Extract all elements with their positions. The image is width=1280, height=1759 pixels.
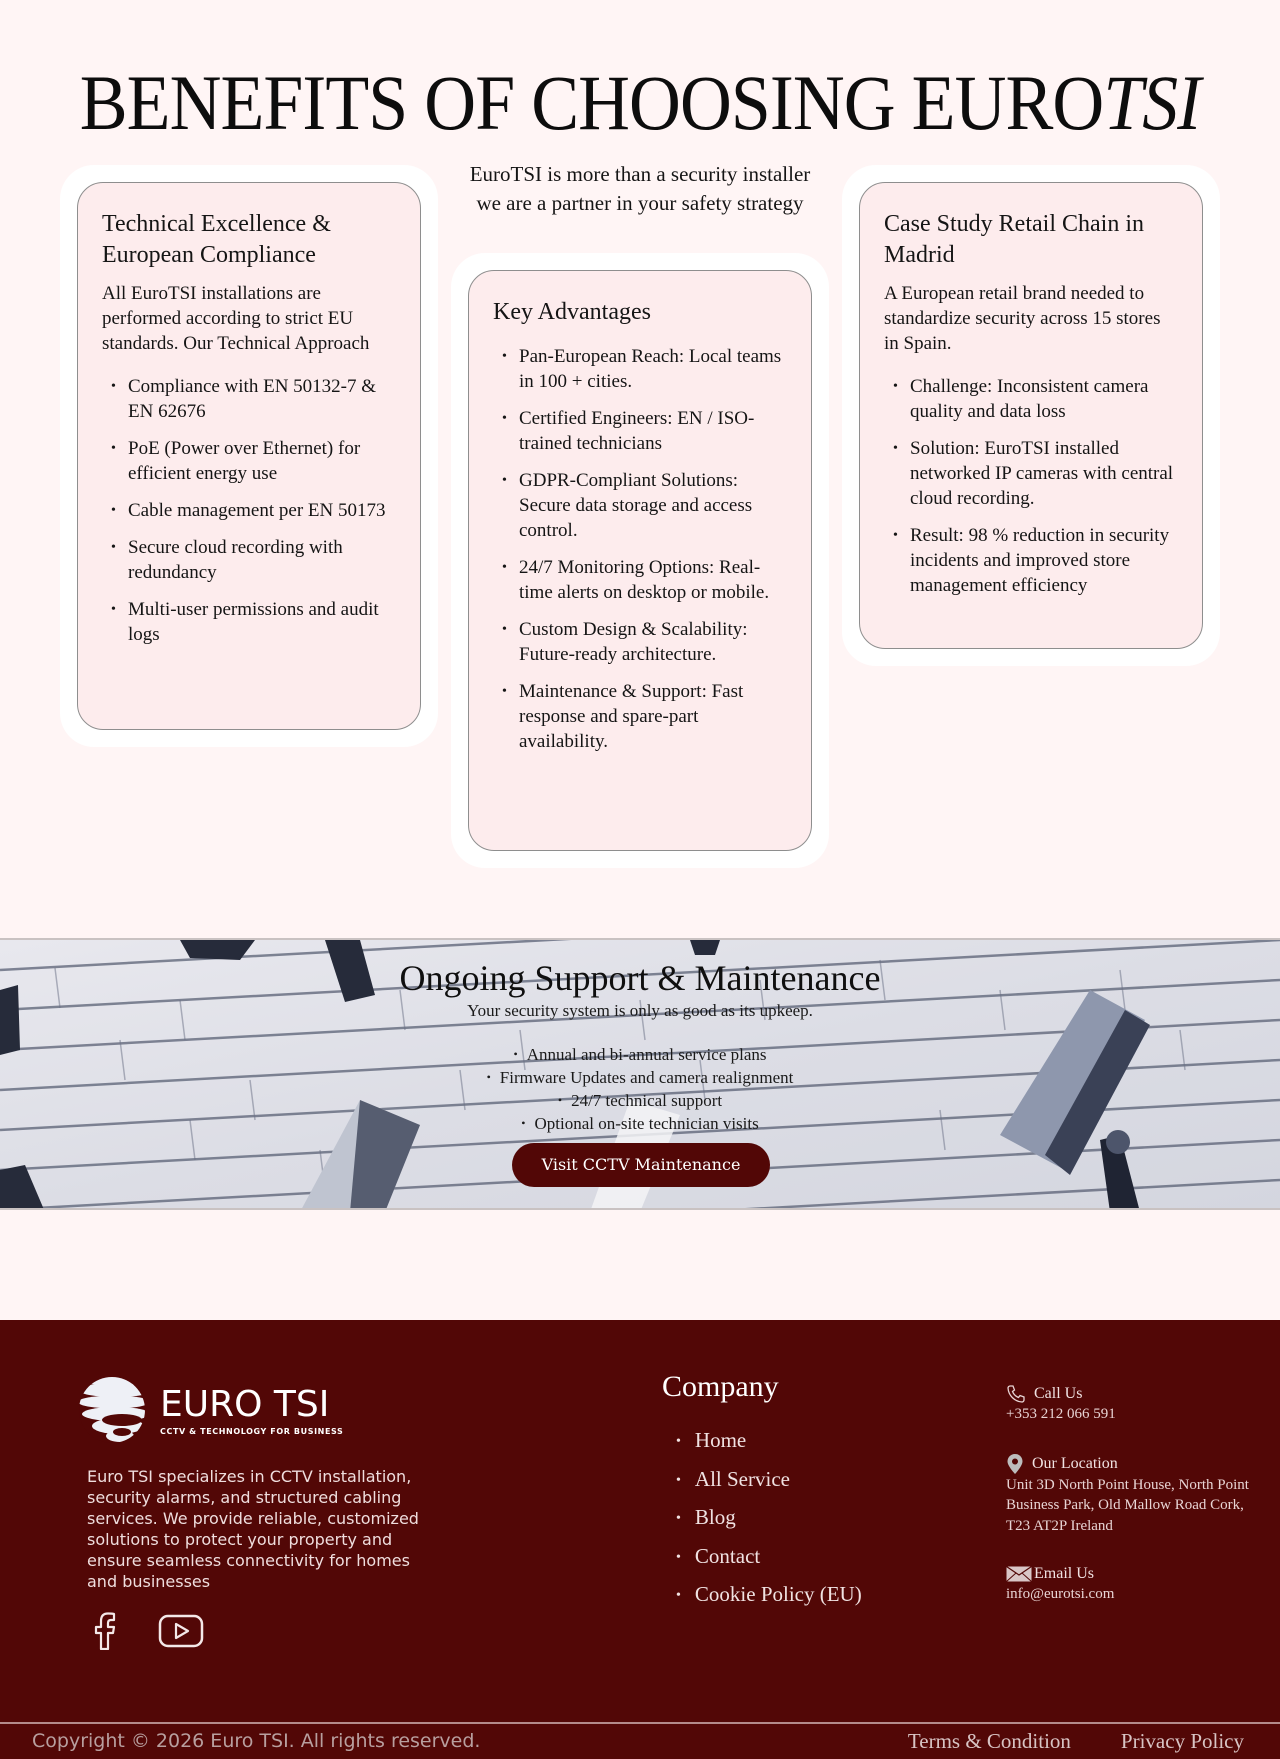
banner-list: [0, 1043, 1280, 1135]
list-item: • Secure cloud recording with redundancy: [102, 535, 396, 585]
case-study-card: [859, 182, 1203, 649]
list-item: • Firmware Updates and camera realignment: [0, 1066, 1280, 1089]
advantages-card-wrapper: [451, 253, 829, 868]
card-title: Key Advantages: [493, 299, 651, 325]
logo-tagline: CCTV & TECHNOLOGY FOR BUSINESS: [160, 1426, 344, 1436]
list-item: • Annual and bi-annual service plans: [0, 1043, 1280, 1066]
page-title: [51, 58, 1229, 148]
list-item: • Multi-user permissions and audit logs: [102, 597, 396, 647]
case-study-card-wrapper: [842, 165, 1220, 666]
call-us-label: [1006, 1384, 1256, 1404]
globe-logo-icon: [78, 1376, 146, 1444]
location-text: Our Location: [1032, 1454, 1118, 1472]
youtube-link[interactable]: [158, 1614, 204, 1652]
list-item: • Result: 98 % reduction in security incidents and improved store management efficiency: [884, 523, 1178, 598]
email-address[interactable]: info@eurotsi.com: [1006, 1586, 1115, 1602]
list-item: • Cable management per EN 50173: [102, 498, 396, 523]
location-block: [1006, 1453, 1256, 1537]
card-description: All EuroTSI installations are performed according to strict EU standards. Our Technical Approach: [102, 283, 370, 354]
footer-link-all-service[interactable]: [676, 1461, 862, 1500]
footer-description: Euro TSI specializes in CCTV installation, security alarms, and structured cabling services. We provide reliable, customized solutions to protect your property and ensure seamless connectivity for homes and businesses: [87, 1467, 419, 1591]
list-item: • Challenge: Inconsistent camera quality and data loss: [884, 374, 1178, 424]
email-block: [1006, 1564, 1256, 1605]
footer: [0, 1320, 1280, 1759]
list-item: • Solution: EuroTSI installed networked IP cameras with central cloud recording.: [884, 436, 1178, 511]
card-title: Technical Excellence & European Compliance: [102, 211, 331, 268]
technical-card-wrapper: [60, 165, 438, 747]
list-item: • 24/7 technical support: [0, 1089, 1280, 1112]
logo-text: [160, 1385, 343, 1436]
envelope-icon: [1006, 1566, 1032, 1582]
email-label: [1006, 1564, 1256, 1584]
copyright-text: Copyright © 2026 Euro TSI. All rights reserved.: [32, 1730, 481, 1752]
footer-divider: [0, 1722, 1280, 1724]
advantages-list: [493, 344, 787, 754]
case-study-list: [884, 374, 1178, 598]
contact-info: [1006, 1384, 1256, 1625]
banner-content: [0, 940, 1280, 1210]
visit-cctv-maintenance-button[interactable]: Visit CCTV Maintenance: [512, 1143, 770, 1187]
list-item: • Optional on-site technician visits: [0, 1112, 1280, 1135]
card-title: Case Study Retail Chain in Madrid: [884, 211, 1144, 268]
technical-excellence-card: [77, 182, 421, 730]
list-item: • Pan-European Reach: Local teams in 100 + cities.: [493, 344, 787, 394]
facebook-icon: [90, 1612, 120, 1650]
key-advantages-card: [468, 270, 812, 851]
list-item: • 24/7 Monitoring Options: Real-time alerts on desktop or mobile.: [493, 555, 787, 605]
list-item: • Custom Design & Scalability: Future-ready architecture.: [493, 617, 787, 667]
address: Unit 3D North Point House, North Point Business Park, Old Mallow Road Cork, T23 AT2P Ireland: [1006, 1476, 1249, 1534]
phone-icon: [1006, 1384, 1026, 1404]
logo-name: EURO TSI: [160, 1383, 330, 1425]
intro-text: EuroTSI is more than a security installer we are a partner in your safety strategy: [469, 162, 811, 215]
privacy-policy-link[interactable]: Privacy Policy: [1120, 1729, 1244, 1753]
list-item: • GDPR-Compliant Solutions: Secure data storage and access control.: [493, 468, 787, 543]
footer-link-home[interactable]: [676, 1422, 862, 1461]
footer-logo[interactable]: [78, 1376, 343, 1444]
list-item: • PoE (Power over Ethernet) for efficient energy use: [102, 436, 396, 486]
facebook-link[interactable]: [90, 1612, 120, 1654]
technical-list: [102, 374, 396, 647]
card-description: A European retail brand needed to standardize security across 15 stores in Spain.: [884, 283, 1161, 354]
youtube-icon: [158, 1614, 204, 1648]
phone-number[interactable]: +353 212 066 591: [1006, 1406, 1116, 1422]
company-links: [676, 1422, 862, 1615]
call-us-text: Call Us: [1034, 1385, 1083, 1402]
list-item: • Certified Engineers: EN / ISO-trained technicians: [493, 406, 787, 456]
footer-link-contact[interactable]: [676, 1538, 862, 1577]
footer-link-label[interactable]: Cookie Policy (EU): [694, 1582, 862, 1606]
footer-link-label[interactable]: Blog: [694, 1505, 736, 1529]
page-title-main: BENEFITS OF CHOOSING EURO: [79, 59, 1104, 146]
call-us-block: [1006, 1384, 1256, 1425]
list-item: • Maintenance & Support: Fast response and spare-part availability.: [493, 679, 787, 754]
location-label: [1006, 1453, 1256, 1475]
footer-link-label[interactable]: Contact: [694, 1543, 761, 1568]
support-banner: [0, 938, 1280, 1210]
email-text: Email Us: [1034, 1565, 1094, 1582]
list-item: • Compliance with EN 50132-7 & EN 62676: [102, 374, 396, 424]
legal-links: [908, 1728, 1244, 1754]
footer-link-cookie-policy[interactable]: [676, 1576, 862, 1615]
location-pin-icon: [1006, 1453, 1024, 1475]
page-title-italic: TSI: [1103, 59, 1201, 146]
footer-link-blog[interactable]: [676, 1499, 862, 1538]
footer-link-label[interactable]: Home: [694, 1428, 747, 1452]
banner-title: Ongoing Support & Maintenance: [399, 958, 881, 998]
banner-subtitle: Your security system is only as good as its upkeep.: [467, 1001, 813, 1020]
social-links: [90, 1612, 204, 1654]
terms-link[interactable]: Terms & Condition: [907, 1729, 1071, 1753]
company-heading: Company: [662, 1370, 779, 1403]
footer-link-label[interactable]: All Service: [694, 1466, 790, 1491]
